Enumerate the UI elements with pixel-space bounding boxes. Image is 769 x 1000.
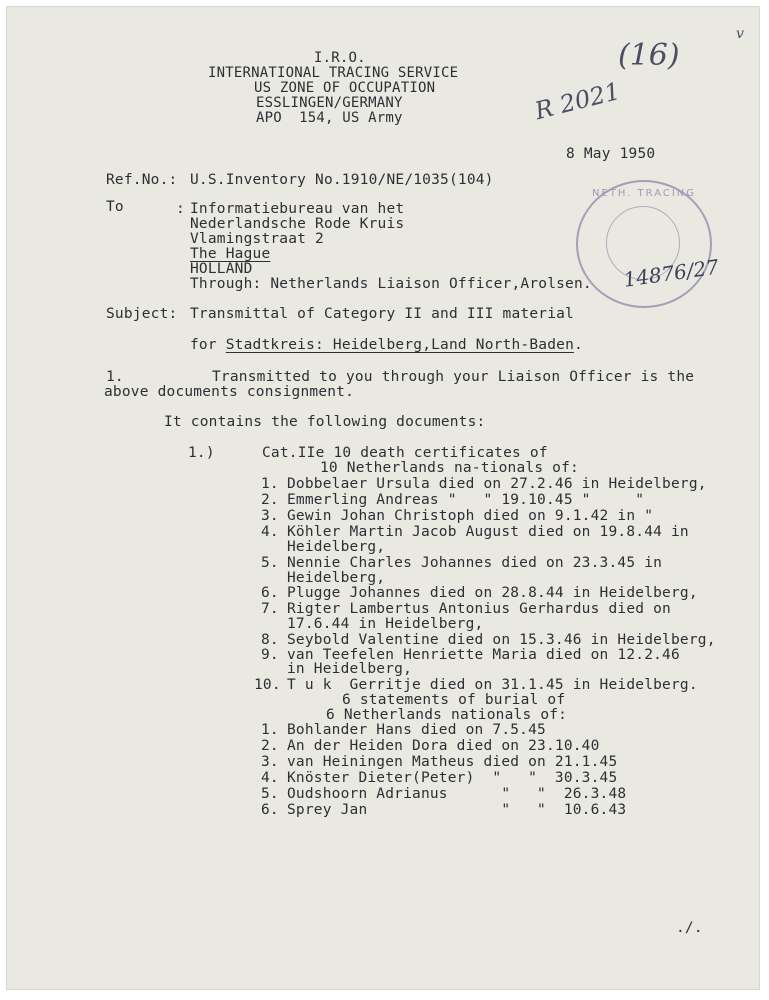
letterhead-line-2: INTERNATIONAL TRACING SERVICE bbox=[208, 65, 459, 81]
burial-list-num: 2. bbox=[261, 738, 279, 754]
address-line-1: Informatiebureau van het bbox=[190, 201, 405, 217]
letterhead-line-5: APO 154, US Army bbox=[256, 110, 403, 126]
death-list-item: Dobbelaer Ursula died on 27.2.46 in Heidelberg, bbox=[287, 476, 707, 492]
death-list-num: 6. bbox=[261, 585, 279, 601]
burial-list-num: 3. bbox=[261, 754, 279, 770]
burial-list-num: 1. bbox=[261, 722, 279, 738]
contains-line: It contains the following documents: bbox=[164, 414, 486, 430]
burial-list-item: Sprey Jan " " 10.6.43 bbox=[287, 802, 627, 818]
letter-date: 8 May 1950 bbox=[566, 146, 656, 162]
death-list-item: Plugge Johannes died on 28.8.44 in Heidelberg, bbox=[287, 585, 698, 601]
death-list-num: 2. bbox=[261, 492, 279, 508]
handwritten-corner-mark: v bbox=[736, 26, 744, 42]
subject-line-2 bbox=[190, 337, 583, 353]
death-list-item: Seybold Valentine died on 15.3.46 in Heidelberg, bbox=[287, 632, 716, 648]
continuation-mark: ./. bbox=[676, 920, 703, 936]
death-list-item: van Teefelen Henriette Maria died on 12.2.46 bbox=[287, 647, 680, 663]
address-line-3: Vlamingstraat 2 bbox=[190, 231, 324, 247]
subject-label: Subject: bbox=[106, 306, 178, 322]
letterhead-line-4: ESSLINGEN/GERMANY bbox=[256, 95, 403, 111]
burial-heading-2: 6 Netherlands nationals of: bbox=[326, 707, 568, 723]
subject-place: Stadtkreis: Heidelberg,Land North-Baden bbox=[225, 337, 574, 353]
subject-line-1: Transmittal of Category II and III material bbox=[190, 306, 574, 322]
death-list-item: T u k Gerritje died on 31.1.45 in Heidelberg. bbox=[287, 677, 698, 693]
section-line-1: Cat.IIe 10 death certificates of bbox=[262, 445, 548, 461]
death-list-num: 1. bbox=[261, 476, 279, 492]
address-line-2: Nederlandsche Rode Kruis bbox=[190, 216, 405, 232]
death-list-num: 7. bbox=[261, 601, 279, 617]
burial-list-item: Bohlander Hans died on 7.5.45 bbox=[287, 722, 546, 738]
death-list-num: 3. bbox=[261, 508, 279, 524]
subject-prefix: for bbox=[190, 337, 226, 353]
subject-end: . bbox=[574, 337, 583, 353]
handwritten-reference: R 2021 bbox=[532, 77, 623, 126]
para-line-2: above documents consignment. bbox=[104, 384, 355, 400]
handwritten-stamp-number: 14876/27 bbox=[622, 254, 721, 292]
death-list-item: Köhler Martin Jacob August died on 19.8.44 in bbox=[287, 524, 689, 540]
ref-value: U.S.Inventory No.1910/NE/1035(104) bbox=[190, 172, 494, 188]
death-list-item: Heidelberg, bbox=[287, 570, 386, 586]
para-number: 1. bbox=[106, 369, 124, 385]
handwritten-page-number: (16) bbox=[618, 38, 680, 73]
death-list-num: 9. bbox=[261, 647, 279, 663]
death-list-item: Heidelberg, bbox=[287, 539, 386, 555]
section-line-2: 10 Netherlands na-tionals of: bbox=[320, 460, 579, 476]
burial-list-item: Oudshoorn Adrianus " " 26.3.48 bbox=[287, 786, 627, 802]
death-list-item: Gewin Johan Christoph died on 9.1.42 in " bbox=[287, 508, 654, 524]
death-list-num: 8. bbox=[261, 632, 279, 648]
section-number: 1.) bbox=[188, 445, 215, 461]
letterhead-line-3: US ZONE OF OCCUPATION bbox=[254, 80, 436, 96]
death-list-item: in Heidelberg, bbox=[287, 661, 413, 677]
to-colon: : bbox=[176, 201, 185, 217]
address-line-6: Through: Netherlands Liaison Officer,Arolsen. bbox=[190, 276, 592, 292]
burial-list-num: 4. bbox=[261, 770, 279, 786]
burial-list-item: Knöster Dieter(Peter) " " 30.3.45 bbox=[287, 770, 618, 786]
letterhead-line-1: I.R.O. bbox=[314, 50, 366, 66]
stamp-text: NETH. TRACING bbox=[591, 188, 697, 199]
burial-list-num: 5. bbox=[261, 786, 279, 802]
ref-label: Ref.No.: bbox=[106, 172, 178, 188]
death-list-item: Rigter Lambertus Antonius Gerhardus died on bbox=[287, 601, 671, 617]
death-list-item: Nennie Charles Johannes died on 23.3.45 in bbox=[287, 555, 663, 571]
burial-heading-1: 6 statements of burial of bbox=[342, 692, 566, 708]
burial-list-num: 6. bbox=[261, 802, 279, 818]
para-line-1: Transmitted to you through your Liaison Officer is the bbox=[212, 369, 695, 385]
death-list-item: Emmerling Andreas " " 19.10.45 " " bbox=[287, 492, 645, 508]
death-list-num: 5. bbox=[261, 555, 279, 571]
address-line-5: HOLLAND bbox=[190, 261, 253, 277]
death-list-num: 4. bbox=[261, 524, 279, 540]
to-label: To bbox=[106, 199, 124, 215]
address-line-4: The Hague bbox=[190, 246, 271, 262]
burial-list-item: An der Heiden Dora died on 23.10.40 bbox=[287, 738, 600, 754]
death-list-num: 10. bbox=[254, 677, 281, 693]
death-list-item: 17.6.44 in Heidelberg, bbox=[287, 616, 484, 632]
burial-list-item: van Heiningen Matheus died on 21.1.45 bbox=[287, 754, 618, 770]
